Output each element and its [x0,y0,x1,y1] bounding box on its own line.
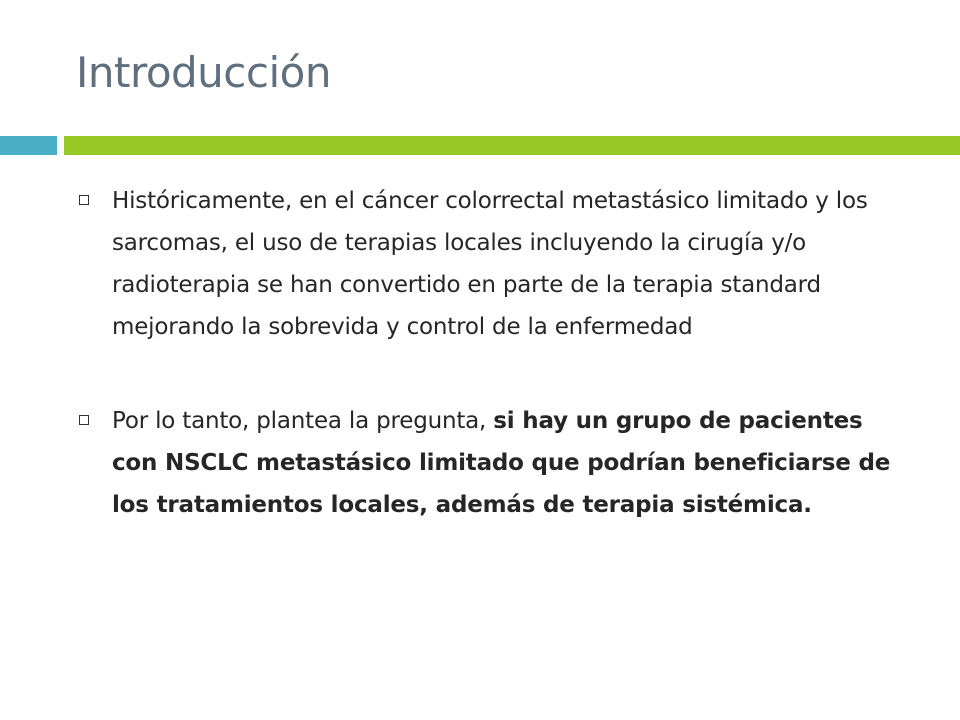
square-bullet-icon [79,195,89,205]
title-accent-bar-right [64,136,960,155]
bullet-list [72,180,892,578]
bullet-text-emphasis: si hay un grupo de pacientes con NSCLC metastásico limitado que podrían beneficiarse de los tratamientos locales, además de terapia sistémica. [112,408,891,518]
title-accent-bar-left [0,136,57,155]
square-bullet-icon [79,415,89,425]
bullet-item [72,400,892,526]
bullet-text: Por lo tanto, plantea la pregunta, [112,408,494,434]
bullet-item [72,180,892,348]
bullet-text: Históricamente, en el cáncer colorrectal metastásico limitado y los sarcomas, el uso de terapias locales incluyendo la cirugía y/o radioterapia se han convertido en parte de la terapia standard mejorando la sobrevida y control de la enfermedad [112,188,868,340]
slide-title: Introducción [76,48,331,97]
